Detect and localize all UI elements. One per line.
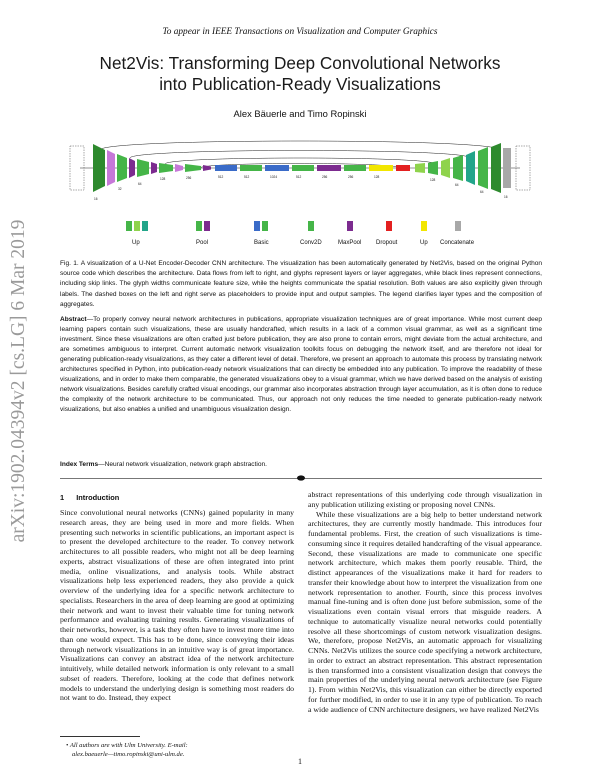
section-heading xyxy=(60,493,119,502)
glyph-conv-k xyxy=(478,147,488,189)
glyph-concat-1 xyxy=(396,165,410,171)
skip-link-3 xyxy=(165,158,435,164)
legend-concatenate xyxy=(440,221,475,246)
glyph-conv-f xyxy=(240,165,262,171)
glyph-conv-h xyxy=(344,165,366,171)
dim-label: 512 xyxy=(244,175,250,179)
dim-label: 16 xyxy=(94,197,98,201)
legend-label-dropout: Dropout xyxy=(376,240,398,246)
title-line-2: into Publication-Ready Visualizations xyxy=(159,74,441,94)
legend-label-basic: Basic xyxy=(254,240,269,246)
arxiv-stamp[interactable] xyxy=(6,166,32,596)
body-column-right xyxy=(308,490,542,714)
glyph-conv-b xyxy=(117,154,127,182)
glyph-pool-d xyxy=(175,164,183,172)
dim-label: 256 xyxy=(186,176,192,180)
legend-up-2 xyxy=(420,221,428,246)
dim-label: 32 xyxy=(118,187,122,191)
legend-up-1 xyxy=(126,221,148,246)
legend-conv2d xyxy=(300,221,322,246)
glyph-dropout-1 xyxy=(369,165,393,171)
legend xyxy=(126,221,475,246)
glyph-conv-j xyxy=(453,155,463,181)
glyph-up-c xyxy=(466,151,475,185)
authors: Alex Bäuerle and Timo Ropinski xyxy=(233,108,367,119)
legend-label-up-2: Up xyxy=(420,240,428,246)
footnote-line-2: alex.baeuerle—timo.ropinski@uni-ulm.de. xyxy=(72,750,185,758)
glyph-pool-a xyxy=(107,150,115,186)
venue-header: To appear in IEEE Transactions on Visualization and Computer Graphics xyxy=(162,27,438,37)
glyph-conv-g xyxy=(292,165,314,171)
legend-label-conv2d: Conv2D xyxy=(300,240,322,246)
glyph-conv-d xyxy=(159,163,173,173)
legend-label-maxpool: MaxPool xyxy=(338,240,362,246)
footnote-line-1: • All authors are with Ulm University. E-mail: xyxy=(66,742,188,749)
glyph-conv-c xyxy=(137,159,149,177)
glyph-conv-l xyxy=(491,143,501,193)
dim-label: 128 xyxy=(160,177,166,181)
body-column-left xyxy=(60,508,294,703)
legend-basic xyxy=(254,221,269,246)
dim-label: 512 xyxy=(218,175,224,179)
dim-label: 256 xyxy=(322,175,328,179)
paragraph: abstract representations of this underlying code through visualization in any publication utilizing existing or proposing novel CNNs. xyxy=(308,490,542,509)
glyph-basic-2 xyxy=(265,165,289,171)
glyph-conv-i xyxy=(428,161,438,175)
footnote-rule xyxy=(60,736,140,737)
figure-caption xyxy=(60,259,542,310)
index-terms-label: Index Terms xyxy=(60,461,99,468)
glyph-conv-e xyxy=(185,164,201,172)
abstract-label: Abstract xyxy=(60,316,87,323)
caption-text: A visualization of a U-Net Encoder-Decoder CNN architecture. The visualization has been automatically generated by Net2Vis, based on the original Python source code which describes the architecture. Data flows from left to right, and glyphs represent layers or layer aggregates, while black lines represent connections, including skip links. The glyph widths communicate feature size, while the heights communicate the spatial resolution. Both values are also explicitly given through labels. The dashed boxes on the left and right serve as placeholders to provide input and output samples. The legend clarifies layer types and the composition of aggregates. xyxy=(60,260,542,308)
legend-label-pool: Pool xyxy=(196,240,209,246)
glyph-basic-1 xyxy=(215,165,237,171)
abstract xyxy=(60,315,542,415)
glyph-output xyxy=(503,148,511,188)
page-number: 1 xyxy=(298,757,302,766)
dim-label: 256 xyxy=(348,175,354,179)
paragraph: Since convolutional neural networks (CNNs) gained popularity in many research areas, they are being used in more and more fields. When presenting such networks in scientific publications, an important aspect is to present the developed architecture to the reader. To convey network architectures to all possible readers, who might not all be deep learning experts, abstract visualizations of these are often integrated into print media, online visualizations, and analysis tools. While abstract visualizations help less experienced readers, they also provide a quick overview of the underlying idea for a specific network architecture to specialists. Researchers in the area of deep learning are good at optimizing their network and want to invest their valuable time for tuning network performance and evaluating training results. Generating visualizations of their networks, however, is a task they often have to invest more time into than one would expect. This has to be done, since conveying their ideas through network visualizations in an intuitive way is of great importance. Visualizations can convey an abstract idea of the network architecture intuitively, while detailed network information is only relevant to a small subset of readers. Therefore, looking at the code that defines network models to understand the underlying design is something most readers do not want to do. Instead, they expect xyxy=(60,508,294,703)
legend-pool xyxy=(196,221,210,246)
index-terms xyxy=(60,460,542,470)
index-terms-text: —Neural network visualization, network graph abstraction. xyxy=(98,461,267,468)
caption-label: Fig. 1. xyxy=(60,260,79,267)
dim-label: 64 xyxy=(138,182,142,186)
section-title: Introduction xyxy=(76,493,120,502)
paragraph: While these visualizations are a big help to better understand network architectures, they are currently mostly handmade. This introduces four fundamental problems. First, the creation of such visualizations is time-consuming since it requires detailed handcrafting of the visual appearance. Second, these visualizations are made to communicate one specific network architecture, which makes them poorly reusable. Third, the distinct appearances of the visualizations make it hard for readers to transfer their knowledge about how to interpret the visualization from one network representation to another. Fourth, since this process involves manual fine-tuning and is often done just before submission, some of the visualizations even contain visual errors that misguide readers. A technique to automatically visualize neural networks could potentially resolve all these shortcomings of custom network visualization designs. We, therefore, propose Net2Vis, an automatic approach for visualizing CNNs. Net2Vis utilizes the source code specifying a network architecture, in order to extract an abstract representation. This abstract representation is then transformed into a consistent visualization design that conveys the main properties of the underlying neural network architecture (see Figure 1). From within Net2Vis, this visualization can either be directly exported for further modified, in order to use it in any type of publication. To reach a wide audience of CNN architecture designers, we have realized Net2Vis xyxy=(308,509,542,714)
title-line-1: Net2Vis: Transforming Deep Convolutional Networks xyxy=(99,53,501,73)
glyph-conv-a xyxy=(93,144,105,192)
legend-label-up: Up xyxy=(132,240,140,246)
glyph-up-a xyxy=(415,163,425,173)
glyph-pool-c xyxy=(151,162,157,174)
dim-label: 64 xyxy=(480,190,484,194)
legend-dropout xyxy=(376,221,398,246)
legend-label-concatenate: Concatenate xyxy=(440,240,475,246)
skip-link-1 xyxy=(100,141,500,150)
glyph-pool-b xyxy=(129,158,135,178)
skip-link-2 xyxy=(130,151,470,159)
paper-title xyxy=(40,53,560,95)
dim-label: 1024 xyxy=(270,175,278,179)
abstract-text: —To properly convey neural network architectures in publications, appropriate visualization techniques are of great importance. While most current deep learning papers contain such visualizations, these are usually handcrafted, which results in a lack of a common visual grammar, as well as a significant time investment. Since these visualizations are often crafted just before publication, they are also prone to contain errors, might deviate from the actual architecture, and are sometimes ambiguous to interpret. Current automatic network visualization toolkits focus on debugging the network itself, and are therefore not ideal for generating publication-ready visualizations, as they cater a different level of detail. Therefore, we present an approach to automate this process by translating network architectures specified in Python, into publication-ready network visualizations that can directly be embedded into any publication. To improve the readability of these visualizations, and in order to make them comparable, the generated visualizations obey to a visual grammar, which we have derived based on the analysis of existing network visualizations. Besides carefully crafted visual encodings, our grammar also incorporates abstraction through layer accumulation, as it is often done to reduce the complexity of the network architecture to be communicated. Thus, our approach not only reduces the time needed to generate publication-ready network visualizations, but also enables a unified and unambiguous visualization design. xyxy=(60,316,542,413)
dim-label: 512 xyxy=(296,175,302,179)
dim-label: 64 xyxy=(455,183,459,187)
legend-maxpool xyxy=(338,221,361,246)
glyph-up-b xyxy=(441,158,450,178)
unet-figure xyxy=(60,128,540,248)
separator-ornament xyxy=(296,474,306,482)
section-number: 1 xyxy=(60,493,65,502)
dim-label: 128 xyxy=(430,178,436,182)
dim-label: 128 xyxy=(374,175,380,179)
glyph-pool-f xyxy=(317,165,341,171)
arxiv-stamp-text[interactable]: arXiv:1902.04394v2 [cs.LG] 6 Mar 2019 xyxy=(8,219,29,543)
dim-label: 16 xyxy=(504,195,508,199)
